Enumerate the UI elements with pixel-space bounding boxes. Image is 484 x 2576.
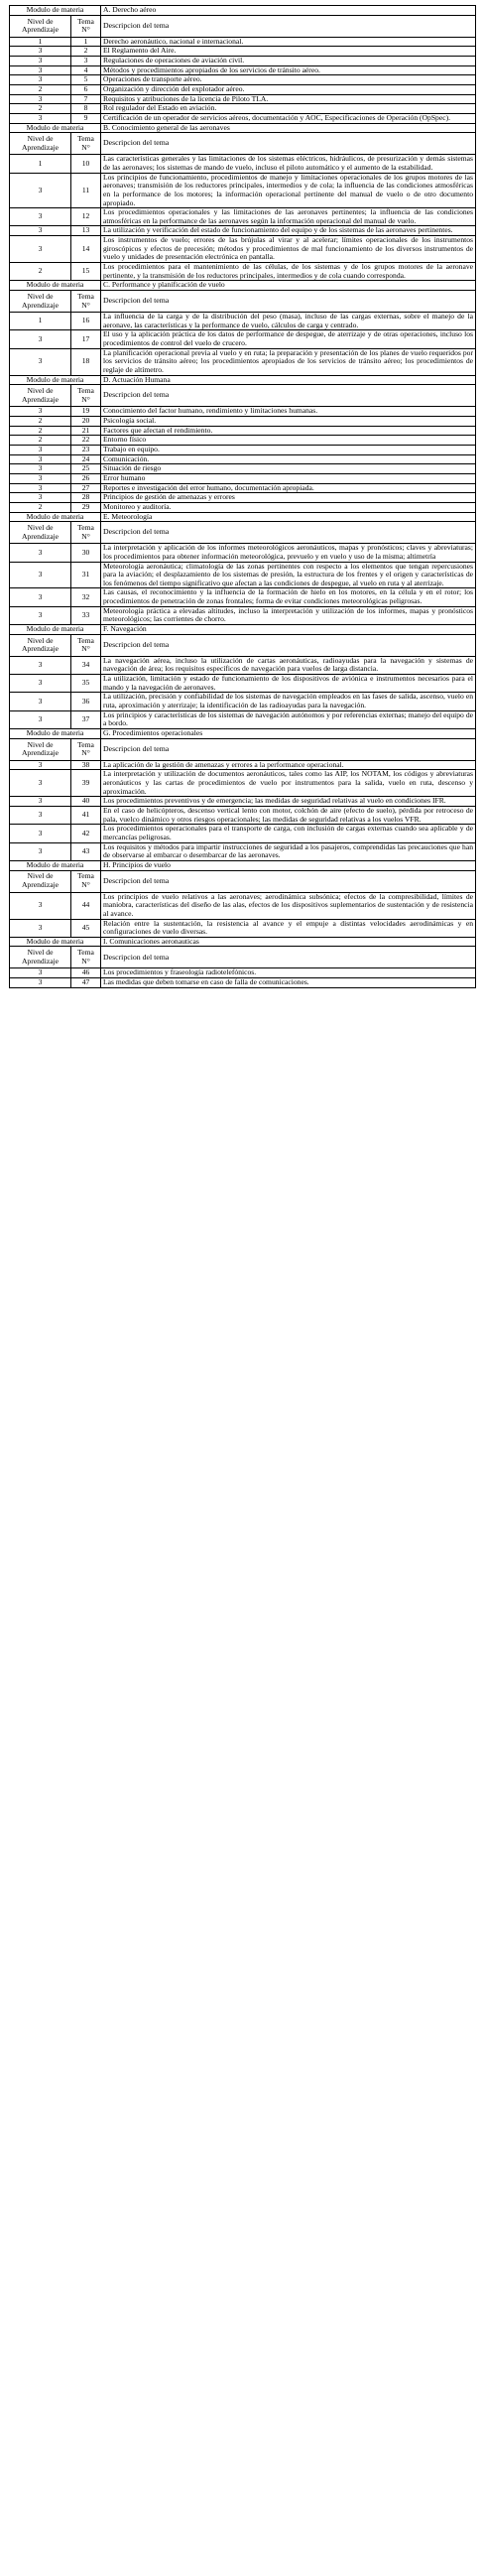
nivel-cell: 2 xyxy=(10,263,71,281)
table-row xyxy=(10,416,476,426)
column-header-nivel: Nivel de Aprendizaje xyxy=(10,870,71,892)
nivel-cell: 3 xyxy=(10,797,71,807)
tema-cell: 6 xyxy=(71,84,101,94)
nivel-cell: 3 xyxy=(10,236,71,263)
tema-cell: 17 xyxy=(71,330,101,348)
tema-cell: 25 xyxy=(71,464,101,474)
column-header-nivel: Nivel de Aprendizaje xyxy=(10,947,71,968)
tema-cell: 46 xyxy=(71,968,101,978)
tema-cell: 40 xyxy=(71,797,101,807)
nivel-cell: 1 xyxy=(10,313,71,330)
table-row xyxy=(10,892,476,919)
descripcion-cell: La interpretación y utilización de documentos aeronáuticos, tales como las AIP, los NOTAM, los códigos y abreviaturas aeronáuticos y las cartas de procedimientos de vuelo por instrumentos para la salida, vuelo en ruta, descenso y aproximación. xyxy=(101,770,476,797)
tema-cell: 30 xyxy=(71,544,101,562)
column-header-row xyxy=(10,291,476,313)
table-row xyxy=(10,502,476,512)
table-row xyxy=(10,113,476,123)
descripcion-cell: Los procedimientos para el mantenimiento de las células, de los sistemas y de los grupos motores de la aeronave pertinente, y la transmisión de los reductores principales, intermedios y de cola cuando corresponda. xyxy=(101,263,476,281)
nivel-cell: 3 xyxy=(10,75,71,85)
column-header-descripcion: Descripcion del tema xyxy=(101,133,476,155)
nivel-cell: 2 xyxy=(10,416,71,426)
column-header-nivel: Nivel de Aprendizaje xyxy=(10,738,71,760)
nivel-cell: 3 xyxy=(10,606,71,624)
tema-cell: 8 xyxy=(71,104,101,114)
table-row xyxy=(10,806,476,824)
descripcion-cell: Métodos y procedimientos apropiados de los servicios de tránsito aéreo. xyxy=(101,65,476,75)
module-title: D. Actuación Humana xyxy=(101,375,476,385)
tema-cell: 7 xyxy=(71,94,101,104)
tema-cell: 42 xyxy=(71,825,101,842)
table-row xyxy=(10,236,476,263)
tema-cell: 5 xyxy=(71,75,101,85)
nivel-cell: 3 xyxy=(10,94,71,104)
descripcion-cell: Las medidas que deben tomarse en caso de falla de comunicaciones. xyxy=(101,978,476,988)
column-header-row xyxy=(10,870,476,892)
descripcion-cell: Requisitos y atribuciones de la licencia de Piloto TLA. xyxy=(101,94,476,104)
descripcion-cell: Error humano xyxy=(101,473,476,483)
module-label: Modulo de materia xyxy=(10,281,101,291)
nivel-cell: 3 xyxy=(10,710,71,728)
nivel-cell: 2 xyxy=(10,436,71,446)
table-row xyxy=(10,562,476,588)
descripcion-cell: Meteorología aeronáutica; climatología de las zonas pertinentes con respecto a los elementos que tengan repercusiones para la aviación; el desplazamiento de los sistemas de presión, la estructura de los frentes y el origen y características de los fenómenos del tiempo significativo que afectan a las condiciones de despegue, al vuelo en ruta y al aterrizaje. xyxy=(101,562,476,588)
tema-cell: 47 xyxy=(71,978,101,988)
table-row xyxy=(10,693,476,710)
tema-cell: 4 xyxy=(71,65,101,75)
nivel-cell: 3 xyxy=(10,407,71,417)
tema-cell: 32 xyxy=(71,588,101,606)
tema-cell: 45 xyxy=(71,919,101,937)
module-row xyxy=(10,123,476,133)
module-row xyxy=(10,729,476,739)
descripcion-cell: Conocimiento del factor humano, rendimiento y limitaciones humanas. xyxy=(101,407,476,417)
syllabus-document xyxy=(0,5,484,988)
tema-cell: 9 xyxy=(71,113,101,123)
nivel-cell: 3 xyxy=(10,892,71,919)
module-label: Modulo de materia xyxy=(10,6,101,16)
descripcion-cell: Comunicación. xyxy=(101,454,476,464)
module-title: A. Derecho aéreo xyxy=(101,6,476,16)
column-header-row xyxy=(10,133,476,155)
column-header-nivel: Nivel de Aprendizaje xyxy=(10,15,71,37)
module-row xyxy=(10,281,476,291)
module-row xyxy=(10,375,476,385)
tema-cell: 3 xyxy=(71,56,101,65)
column-header-row xyxy=(10,947,476,968)
tema-cell: 20 xyxy=(71,416,101,426)
descripcion-cell: Derecho aeronáutico, nacional e internacional. xyxy=(101,37,476,47)
tema-cell: 13 xyxy=(71,226,101,236)
table-row xyxy=(10,37,476,47)
table-row xyxy=(10,588,476,606)
column-header-row xyxy=(10,634,476,656)
module-label: Modulo de materia xyxy=(10,729,101,739)
tema-cell: 43 xyxy=(71,842,101,860)
table-row xyxy=(10,473,476,483)
column-header-tema: Tema N° xyxy=(71,522,101,544)
table-row xyxy=(10,842,476,860)
tema-cell: 2 xyxy=(71,47,101,57)
module-row xyxy=(10,860,476,870)
tema-cell: 28 xyxy=(71,493,101,503)
column-header-tema: Tema N° xyxy=(71,870,101,892)
syllabus-body xyxy=(10,6,476,988)
column-header-nivel: Nivel de Aprendizaje xyxy=(10,634,71,656)
tema-cell: 21 xyxy=(71,426,101,436)
tema-cell: 11 xyxy=(71,173,101,208)
table-row xyxy=(10,330,476,348)
descripcion-cell: Los instrumentos de vuelo; errores de las brújulas al virar y al acelerar; límites operacionales de los instrumentos giroscópicos y efectos de precesión; métodos y procedimientos de mal funcionamiento de los diversos instrumentos de vuelo y unidades de presentación electrónica en pantalla. xyxy=(101,236,476,263)
descripcion-cell: Operaciones de transporte aéreo. xyxy=(101,75,476,85)
descripcion-cell: Factores que afectan el rendimiento. xyxy=(101,426,476,436)
table-row xyxy=(10,263,476,281)
tema-cell: 26 xyxy=(71,473,101,483)
nivel-cell: 3 xyxy=(10,675,71,693)
nivel-cell: 3 xyxy=(10,56,71,65)
descripcion-cell: Reportes e investigación del error humano, documentación apropiada. xyxy=(101,483,476,493)
nivel-cell: 3 xyxy=(10,330,71,348)
nivel-cell: 3 xyxy=(10,842,71,860)
tema-cell: 37 xyxy=(71,710,101,728)
descripcion-cell: Los procedimientos preventivos y de emergencia; las medidas de seguridad relativas al vuelo en condiciones IFR. xyxy=(101,797,476,807)
tema-cell: 34 xyxy=(71,656,101,674)
descripcion-cell: La utilización, limitación y estado de funcionamiento de los dispositivos de aviónica e instrumentos necesarios para el mando y la navegación de aeronaves. xyxy=(101,675,476,693)
table-row xyxy=(10,656,476,674)
table-row xyxy=(10,483,476,493)
table-row xyxy=(10,436,476,446)
nivel-cell: 3 xyxy=(10,47,71,57)
column-header-descripcion: Descripcion del tema xyxy=(101,738,476,760)
nivel-cell: 2 xyxy=(10,104,71,114)
column-header-row xyxy=(10,15,476,37)
table-row xyxy=(10,75,476,85)
column-header-descripcion: Descripcion del tema xyxy=(101,870,476,892)
column-header-descripcion: Descripcion del tema xyxy=(101,522,476,544)
descripcion-cell: Certificación de un operador de servicios aéreos, documentación y AOC, Especificaciones de Operación (OpSpec). xyxy=(101,113,476,123)
column-header-tema: Tema N° xyxy=(71,385,101,407)
descripcion-cell: Los procedimientos y fraseología radiotelefónicos. xyxy=(101,968,476,978)
table-row xyxy=(10,445,476,454)
column-header-row xyxy=(10,738,476,760)
tema-cell: 12 xyxy=(71,208,101,226)
nivel-cell: 3 xyxy=(10,656,71,674)
module-row xyxy=(10,512,476,522)
nivel-cell: 3 xyxy=(10,464,71,474)
module-row xyxy=(10,937,476,947)
tema-cell: 23 xyxy=(71,445,101,454)
nivel-cell: 2 xyxy=(10,84,71,94)
tema-cell: 10 xyxy=(71,155,101,173)
descripcion-cell: Las características generales y las limitaciones de los sistemas eléctricos, hidráulicos, de presurización y demás sistemas de las aeronaves; los sistemas de mando de vuelo, incluso el piloto automático y el aumento de la estabilidad. xyxy=(101,155,476,173)
nivel-cell: 3 xyxy=(10,483,71,493)
table-row xyxy=(10,173,476,208)
tema-cell: 16 xyxy=(71,313,101,330)
nivel-cell: 3 xyxy=(10,208,71,226)
table-row xyxy=(10,544,476,562)
nivel-cell: 3 xyxy=(10,693,71,710)
table-row xyxy=(10,454,476,464)
tema-cell: 29 xyxy=(71,502,101,512)
descripcion-cell: La influencia de la carga y de la distribución del peso (masa), incluso de las cargas externas, sobre el manejo de la aeronave, las características y la performance de vuelo, cálculos de carga y centrado. xyxy=(101,313,476,330)
descripcion-cell: En el caso de helicópteros, descenso vertical lento con motor, colchón de aire (efecto de suelo), pérdida por retroceso de pala, vuelco dinámico y otros riesgos operacionales; las medidas de seguridad relativas a los vuelos VFR. xyxy=(101,806,476,824)
column-header-row xyxy=(10,522,476,544)
descripcion-cell: El Reglamento del Aire. xyxy=(101,47,476,57)
module-title: F. Navegación xyxy=(101,625,476,635)
descripcion-cell: Organización y dirección del explotador aéreo. xyxy=(101,84,476,94)
table-row xyxy=(10,208,476,226)
module-row xyxy=(10,6,476,16)
column-header-tema: Tema N° xyxy=(71,291,101,313)
module-label: Modulo de materia xyxy=(10,625,101,635)
tema-cell: 15 xyxy=(71,263,101,281)
syllabus-table xyxy=(9,5,476,988)
nivel-cell: 3 xyxy=(10,760,71,770)
nivel-cell: 3 xyxy=(10,454,71,464)
tema-cell: 19 xyxy=(71,407,101,417)
column-header-nivel: Nivel de Aprendizaje xyxy=(10,385,71,407)
column-header-descripcion: Descripcion del tema xyxy=(101,291,476,313)
module-title: I. Comunicaciones aeronauticas xyxy=(101,937,476,947)
descripcion-cell: Los principios de funcionamiento, procedimientos de manejo y limitaciones operacionales de los grupos motores de las aeronaves; transmisión de los reductores principales, intermedios y de cola; la influencia de las condiciones atmosféricas en la performance de los motores; la información operacional pertinente del manual de vuelo o de otro documento apropiado. xyxy=(101,173,476,208)
module-label: Modulo de materia xyxy=(10,512,101,522)
table-row xyxy=(10,155,476,173)
nivel-cell: 3 xyxy=(10,226,71,236)
table-row xyxy=(10,94,476,104)
column-header-nivel: Nivel de Aprendizaje xyxy=(10,133,71,155)
module-title: B. Conocimiento general de las aeronaves xyxy=(101,123,476,133)
column-header-descripcion: Descripcion del tema xyxy=(101,634,476,656)
module-title: E. Meteorología xyxy=(101,512,476,522)
descripcion-cell: La interpretación y aplicación de los informes meteorológicos aeronáuticos, mapas y pronósticos; claves y abreviaturas; los procedimientos para obtener información meteorológica, prevuelo y en vuelo y uso de la misma; altimetría xyxy=(101,544,476,562)
descripcion-cell: La aplicación de la gestión de amenazas y errores a la performance operacional. xyxy=(101,760,476,770)
descripcion-cell: Las causas, el reconocimiento y la influencia de la formación de hielo en los motores, en la célula y en el rotor; los procedimientos de penetración de zonas frontales; forma de evitar condiciones meteorológicas peligrosas. xyxy=(101,588,476,606)
column-header-tema: Tema N° xyxy=(71,15,101,37)
module-row xyxy=(10,625,476,635)
module-label: Modulo de materia xyxy=(10,860,101,870)
column-header-nivel: Nivel de Aprendizaje xyxy=(10,522,71,544)
descripcion-cell: Psicología social. xyxy=(101,416,476,426)
table-row xyxy=(10,426,476,436)
nivel-cell: 3 xyxy=(10,445,71,454)
module-title: H. Principios de vuelo xyxy=(101,860,476,870)
tema-cell: 39 xyxy=(71,770,101,797)
descripcion-cell: Meteorología práctica a elevadas altitudes, incluso la interpretación y utilización de los informes, mapas y pronósticos meteorológicos; las corrientes de chorro. xyxy=(101,606,476,624)
module-title: C. Performance y planificación de vuelo xyxy=(101,281,476,291)
column-header-descripcion: Descripcion del tema xyxy=(101,15,476,37)
table-row xyxy=(10,407,476,417)
descripcion-cell: La navegación aérea, incluso la utilización de cartas aeronáuticas, radioayudas para la navegación y sistemas de navegación de área; los requisitos específicos de navegación para vuelos de larga distancia. xyxy=(101,656,476,674)
table-row xyxy=(10,797,476,807)
table-row xyxy=(10,348,476,375)
nivel-cell: 2 xyxy=(10,502,71,512)
nivel-cell: 1 xyxy=(10,37,71,47)
tema-cell: 27 xyxy=(71,483,101,493)
descripcion-cell: Principios de gestión de amenazas y errores xyxy=(101,493,476,503)
table-row xyxy=(10,464,476,474)
descripcion-cell: Entorno físico xyxy=(101,436,476,446)
nivel-cell: 3 xyxy=(10,825,71,842)
nivel-cell: 3 xyxy=(10,173,71,208)
tema-cell: 36 xyxy=(71,693,101,710)
descripcion-cell: Monitoreo y auditoría. xyxy=(101,502,476,512)
descripcion-cell: Trabajo en equipo. xyxy=(101,445,476,454)
table-row xyxy=(10,313,476,330)
table-row xyxy=(10,675,476,693)
table-row xyxy=(10,104,476,114)
tema-cell: 31 xyxy=(71,562,101,588)
tema-cell: 41 xyxy=(71,806,101,824)
nivel-cell: 3 xyxy=(10,806,71,824)
descripcion-cell: Rol regulador del Estado en aviación. xyxy=(101,104,476,114)
column-header-tema: Tema N° xyxy=(71,133,101,155)
column-header-tema: Tema N° xyxy=(71,947,101,968)
descripcion-cell: Relación entre la sustentación, la resistencia al avance y el empuje a distintas velocidades aerodinámicas y en configuraciones de vuelo diversas. xyxy=(101,919,476,937)
nivel-cell: 3 xyxy=(10,544,71,562)
tema-cell: 24 xyxy=(71,454,101,464)
tema-cell: 1 xyxy=(71,37,101,47)
descripcion-cell: Los procedimientos operacionales para el transporte de carga, con inclusión de cargas externas cuando sea aplicable y de mercancías peligrosas. xyxy=(101,825,476,842)
nivel-cell: 3 xyxy=(10,588,71,606)
descripcion-cell: La planificación operacional previa al vuelo y en ruta; la preparación y presentación de los planes de vuelo requeridos por los servicios de tránsito aéreo; los procedimientos apropiados de los servicios de tránsito aéreo; los procedimientos de reglaje de altímetro. xyxy=(101,348,476,375)
table-row xyxy=(10,606,476,624)
descripcion-cell: Regulaciones de operaciones de aviación civil. xyxy=(101,56,476,65)
tema-cell: 33 xyxy=(71,606,101,624)
tema-cell: 38 xyxy=(71,760,101,770)
nivel-cell: 3 xyxy=(10,770,71,797)
tema-cell: 18 xyxy=(71,348,101,375)
table-row xyxy=(10,919,476,937)
table-row xyxy=(10,825,476,842)
descripcion-cell: Los principios de vuelo relativos a las aeronaves; aerodinámica subsónica; efectos de la compresibilidad, límites de maniobra, características del diseño de las alas, efectos de los dispositivos suplementarios de sustentación y de resistencia al avance. xyxy=(101,892,476,919)
table-row xyxy=(10,770,476,797)
descripcion-cell: Los procedimientos operacionales y las limitaciones de las aeronaves pertinentes; la influencia de las condiciones atmosféricas en la performance de las aeronaves según la información operacional del manual de vuelo. xyxy=(101,208,476,226)
nivel-cell: 3 xyxy=(10,113,71,123)
table-row xyxy=(10,710,476,728)
module-title: G. Procedimientos operacionales xyxy=(101,729,476,739)
nivel-cell: 2 xyxy=(10,426,71,436)
nivel-cell: 3 xyxy=(10,919,71,937)
descripcion-cell: La utilización y verificación del estado de funcionamiento del equipo y de los sistemas de las aeronaves pertinentes. xyxy=(101,226,476,236)
column-header-descripcion: Descripcion del tema xyxy=(101,947,476,968)
column-header-tema: Tema N° xyxy=(71,738,101,760)
tema-cell: 35 xyxy=(71,675,101,693)
table-row xyxy=(10,978,476,988)
descripcion-cell: La utilización, precisión y confiabilidad de los sistemas de navegación empleados en las fases de salida, ascenso, vuelo en ruta, aproximación y aterrizaje; la identificación de las radioayudas para la navegación. xyxy=(101,693,476,710)
nivel-cell: 3 xyxy=(10,473,71,483)
tema-cell: 14 xyxy=(71,236,101,263)
module-label: Modulo de materia xyxy=(10,123,101,133)
nivel-cell: 3 xyxy=(10,968,71,978)
column-header-descripcion: Descripcion del tema xyxy=(101,385,476,407)
descripcion-cell: Situación de riesgo xyxy=(101,464,476,474)
nivel-cell: 3 xyxy=(10,348,71,375)
tema-cell: 22 xyxy=(71,436,101,446)
descripcion-cell: El uso y la aplicación práctica de los datos de performance de despegue, de aterrizaje y de otras operaciones, incluso los procedimientos de control del vuelo de crucero. xyxy=(101,330,476,348)
table-row xyxy=(10,56,476,65)
column-header-tema: Tema N° xyxy=(71,634,101,656)
tema-cell: 44 xyxy=(71,892,101,919)
table-row xyxy=(10,493,476,503)
nivel-cell: 3 xyxy=(10,978,71,988)
nivel-cell: 3 xyxy=(10,562,71,588)
module-label: Modulo de materia xyxy=(10,937,101,947)
table-row xyxy=(10,84,476,94)
descripcion-cell: Los requisitos y métodos para impartir instrucciones de seguridad a los pasajeros, comprendidas las precauciones que han de observarse al embarcar o desembarcar de las aeronaves. xyxy=(101,842,476,860)
column-header-nivel: Nivel de Aprendizaje xyxy=(10,291,71,313)
nivel-cell: 1 xyxy=(10,155,71,173)
table-row xyxy=(10,65,476,75)
descripcion-cell: Los principios y características de los sistemas de navegación autónomos y por referencias externas; manejo del equipo de a bordo. xyxy=(101,710,476,728)
nivel-cell: 3 xyxy=(10,493,71,503)
module-label: Modulo de materia xyxy=(10,375,101,385)
nivel-cell: 3 xyxy=(10,65,71,75)
column-header-row xyxy=(10,385,476,407)
